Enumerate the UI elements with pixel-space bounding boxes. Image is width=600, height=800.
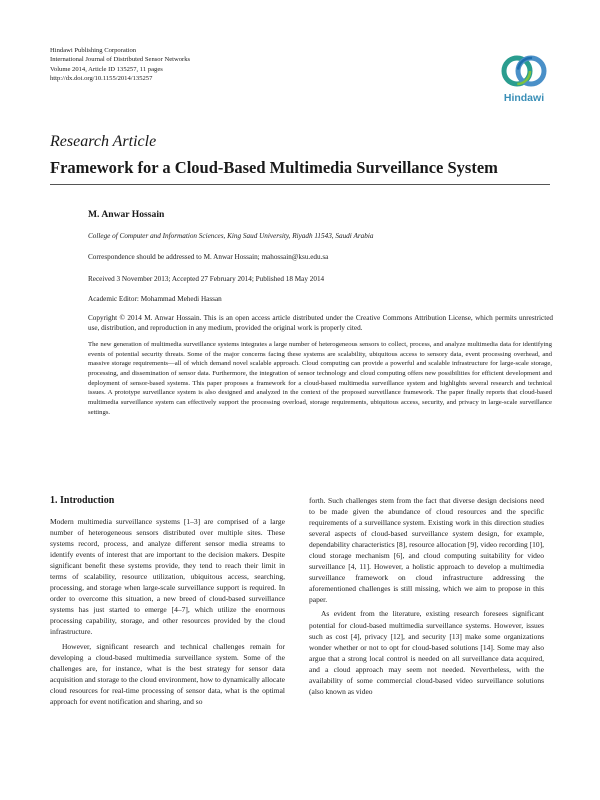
- article-type: Research Article: [50, 133, 157, 150]
- title-divider: [50, 184, 550, 185]
- doi-link[interactable]: http://dx.doi.org/10.1155/2014/135257: [50, 75, 153, 83]
- author-name: M. Anwar Hossain: [88, 209, 165, 220]
- left-column: [50, 516, 285, 707]
- journal-name: International Journal of Distributed Sensor Networks: [50, 56, 191, 64]
- publisher-name: Hindawi Publishing Corporation: [50, 47, 137, 54]
- section-heading-introduction: 1. Introduction: [50, 495, 115, 506]
- paragraph: However, significant research and technical challenges remain for developing a cloud-based multimedia surveillance system. Some of the challenges are, for instance, what is the best strategy for sensor data acquisition and storage to the cloud environment, how to dynamically allocate cloud resources for real-time processing of sensor data, what is the optimal approach for event notification and sharing, and so: [50, 641, 285, 706]
- volume-info: Volume 2014, Article ID 135257, 11 pages: [50, 65, 163, 73]
- paragraph: As evident from the literature, existing research foresees significant potential for cloud-based multimedia surveillance systems. However, issues such as cost [4], privacy [12], and security [13] make some organizations wonder whether or not to opt for cloud-based solutions [14]. Some may also argue that a strong local control is needed on all surveillance data acquired, and a cloud approach may seem not needed. Nevertheless, with the availability of some commercial cloud-based video surveillance solutions (also known as video: [309, 609, 544, 696]
- abstract: The new generation of multimedia surveillance systems integrates a large number of heterogeneous sensors to collect, process, and analyze multimedia data for identifying events of potential security threats. Some of the major concerns facing these systems are scalability, ubiquitous access to sensory data, event processing overhead, and massive storage requirements—all of which demand novel scalable approach. Cloud computing can provide a powerful and scalable infrastructure for large-scale storage, processing, and dissemination of sensor data. Furthermore, the integration of sensor technology and cloud computing offers new possibilities for efficient development and deployment of sensor-based systems. This paper proposes a framework for a cloud-based multimedia surveillance system and highlights several research and technical issues. A prototype surveillance system is also designed and analyzed in the context of the proposed surveillance framework. The paper finally reports that cloud-based multimedia surveillance system can effectively support the processing overload, storage requirements, ubiquitous access, security, and privacy in large-scale surveillance settings.: [88, 341, 552, 416]
- author-affiliation: College of Computer and Information Sciences, King Saud University, Riyadh 11543, Saudi Arabia: [88, 232, 374, 240]
- paragraph: Modern multimedia surveillance systems [1–3] are comprised of a large number of heterogeneous sensors distributed over multiple sites. These systems record, process, and analyze different sensor media streams to identify events of interest that are important to the decision makers. Despite significant benefit these systems provide, they tend to reach their limit in terms of scalability, resource utilization, ubiquitous access, searching, processing, and storage when large-scale surveillance support is required. In order to overcome this situation, a new breed of cloud-based surveillance systems has just started to emerge [4–7], which utilize the enormous processing capability, storage, and other resources provided by the cloud infrastructure.: [50, 517, 285, 637]
- hindawi-logo-text: Hindawi: [503, 92, 545, 104]
- article-title: Framework for a Cloud-Based Multimedia Surveillance System: [50, 158, 498, 177]
- right-column: [309, 495, 544, 697]
- copyright-notice: Copyright © 2014 M. Anwar Hossain. This is an open access article distributed under the Creative Commons Attribution License, which permits unrestricted use, distribution, and reproduction in any medium, provided the original work is properly cited.: [88, 314, 553, 332]
- paragraph: forth. Such challenges stem from the fact that diverse design decisions need to be made given the abundance of cloud resources and the specific requirements of a surveillance system. Existing work in this direction studies several aspects of cloud-based surveillance system design, for example, dependability characteristics [8], resource allocation [9], video recording [10], cloud storage mechanism [6], and cloud computing suitability for video surveillance [4, 11]. However, a holistic approach to develop a multimedia surveillance framework on cloud infrastructure addressing the aforementioned challenges is still missing, which we aim to propose in this paper.: [309, 496, 544, 605]
- academic-editor: Academic Editor: Mohammad Mehedi Hassan: [88, 295, 222, 303]
- journal-header: [50, 46, 190, 84]
- correspondence-note: Correspondence should be addressed to M. Anwar Hossain; mahossain@ksu.edu.sa: [88, 253, 329, 261]
- hindawi-rings-icon: [496, 48, 552, 92]
- hindawi-logo: [496, 48, 552, 104]
- publication-dates: Received 3 November 2013; Accepted 27 February 2014; Published 18 May 2014: [88, 275, 325, 283]
